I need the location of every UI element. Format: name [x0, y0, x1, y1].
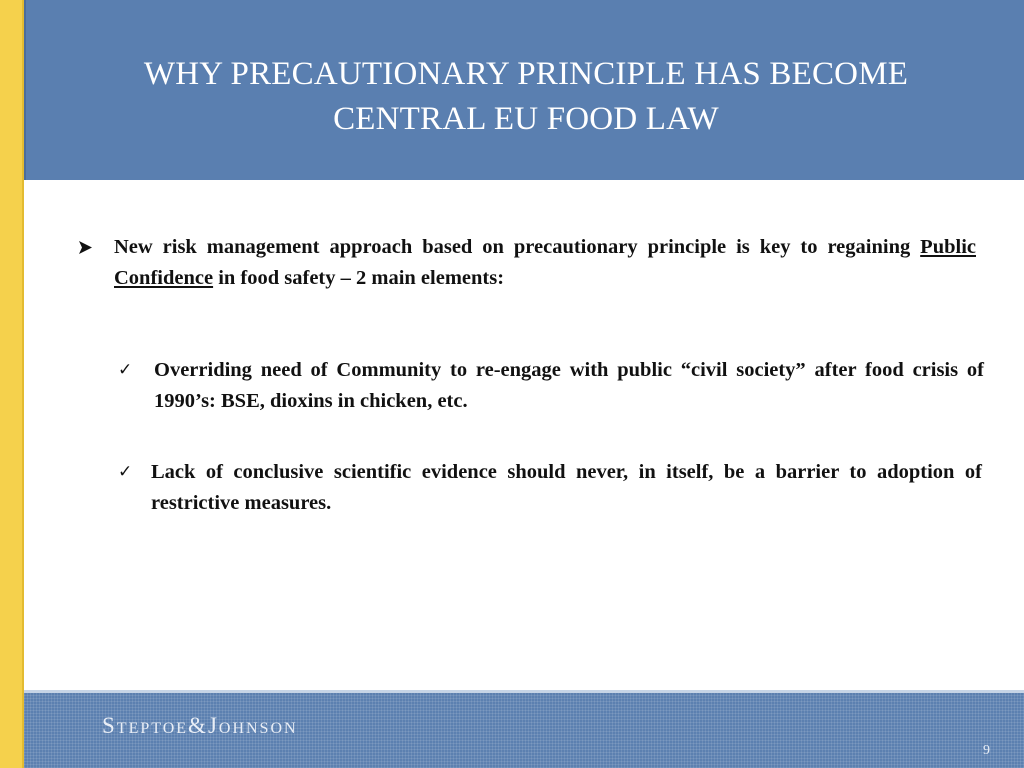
public-confidence-emphasis: Public Confidence — [114, 236, 976, 289]
checkmark-icon: ✓ — [118, 360, 133, 380]
sub-bullet-1 — [118, 355, 984, 417]
left-accent-bar — [0, 0, 24, 768]
checkmark-icon: ✓ — [118, 462, 133, 482]
sub-bullet-1-text: Overriding need of Community to re-engage with public “civil society” after food crisis of 1990’s: BSE, dioxins in chicken, etc. — [154, 359, 984, 412]
footer-bar — [24, 690, 1024, 768]
main-bullet-text-end: in food safety – 2 main elements: — [213, 267, 505, 289]
arrow-bullet-icon — [78, 232, 102, 263]
main-bullet — [78, 232, 976, 294]
main-bullet-text-start: New risk management approach based on precautionary principle is key to regaining — [114, 236, 921, 258]
title-banner — [24, 0, 1024, 180]
sub-bullet-2 — [118, 457, 982, 519]
slide-title — [26, 52, 1024, 142]
main-bullet-text — [114, 232, 976, 294]
page-number: 9 — [983, 743, 990, 758]
title-line-1: WHY PRECAUTIONARY PRINCIPLE HAS BECOME — [143, 56, 909, 92]
sub-bullet-2-text: Lack of conclusive scientific evidence should never, in itself, be a barrier to adoption of restrictive measures. — [151, 461, 982, 514]
title-line-2: CENTRAL EU FOOD LAW — [333, 101, 719, 137]
steptoe-johnson-logo: Steptoe&Johnson — [102, 713, 298, 738]
